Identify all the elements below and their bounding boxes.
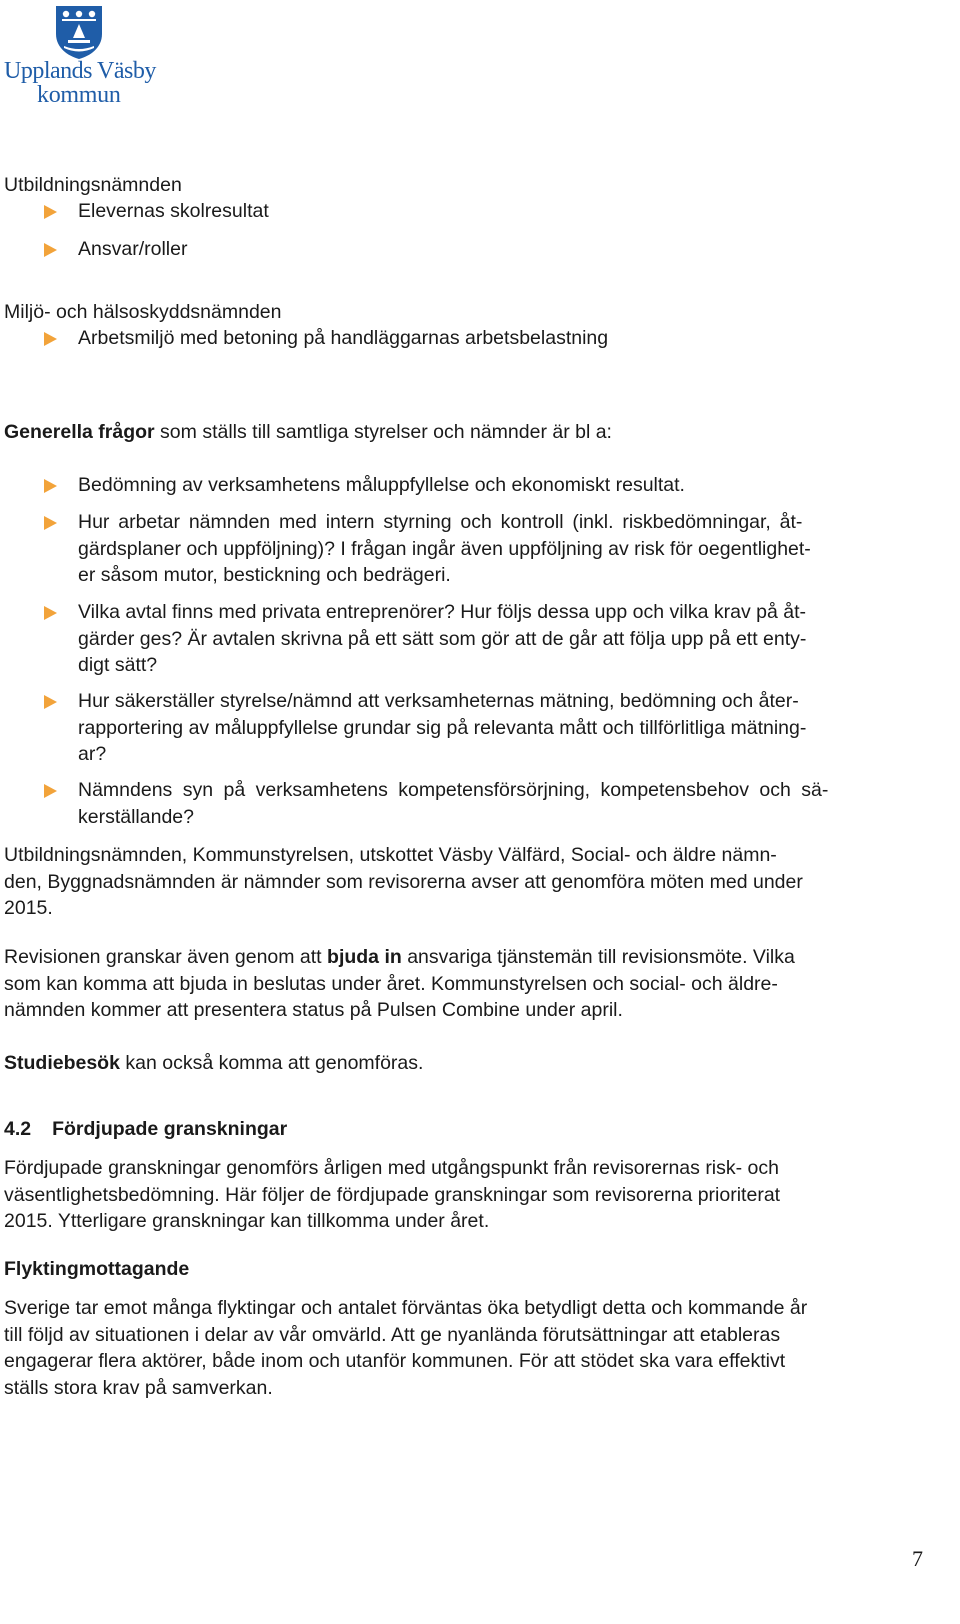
section-heading <box>4 1118 287 1141</box>
question-line: gärdsplaner och uppföljning)? I frågan ingår även uppföljning av risk för oegentlighet- <box>78 537 811 560</box>
paragraph-line: ställs stora krav på samverkan. <box>4 1376 273 1399</box>
bullet-arrow-icon <box>44 479 57 493</box>
bullet-arrow-icon <box>44 243 57 257</box>
question-line: er såsom mutor, bestickning och bedrägeri. <box>78 564 451 586</box>
invite-paragraph <box>4 944 795 1024</box>
question-item <box>78 472 960 499</box>
paragraph-line: Utbildningsnämnden, Kommunstyrelsen, utskottet Väsby Välfärd, Social- och äldre nämn- <box>4 844 777 866</box>
list-item: Arbetsmiljö med betoning på handläggarnas arbetsbelastning <box>78 327 609 349</box>
question-line: digt sätt? <box>78 654 158 676</box>
bullet-arrow-icon <box>44 695 57 709</box>
invite-text-bold: bjuda in <box>327 946 402 968</box>
paragraph-line <box>4 944 795 971</box>
question-line: kerställande? <box>78 805 194 828</box>
general-questions-text: som ställs till samtliga styrelser och nämnder är bl a: <box>154 421 612 443</box>
invite-text-pre: Revisionen granskar även genom att <box>4 946 328 968</box>
question-item <box>78 509 960 589</box>
paragraph-line: engagerar flera aktörer, både inom och utanför kommunen. För att stödet ska vara effektivt <box>4 1350 786 1372</box>
general-questions-bold: Generella frågor <box>4 421 155 443</box>
municipality-logo <box>4 2 154 106</box>
bullet-arrow-icon <box>44 332 57 346</box>
question-line: gärder ges? Är avtalen skrivna på ett sätt som gör att de går att följa upp på ett enty- <box>78 627 807 650</box>
question-line: Hur arbetar nämnden med intern styrning och kontroll (inkl. riskbedömningar, åt- <box>78 511 803 533</box>
paragraph-line: väsentlighetsbedömning. Här följer de fördjupade granskningar som revisorerna prioriterat <box>4 1183 781 1206</box>
paragraph-line: 2015. Ytterligare granskningar kan tillkomma under året. <box>4 1210 490 1232</box>
section-number: 4.2 <box>4 1118 32 1140</box>
meetings-paragraph <box>4 842 803 922</box>
bullet-arrow-icon <box>44 784 57 798</box>
question-line: rapportering av måluppfyllelse grundar sig på relevanta mått och tillförlitliga mätning- <box>78 716 807 739</box>
committee-title-environment: Miljö- och hälsoskyddsnämnden <box>4 301 282 323</box>
coat-of-arms-icon <box>54 4 104 60</box>
study-visit-text: kan också komma att genomföras. <box>119 1052 424 1074</box>
question-item <box>78 777 960 830</box>
question-line: ar? <box>78 743 107 765</box>
study-visit-bold: Studiebesök <box>4 1052 120 1074</box>
paragraph-line: Sverige tar emot många flyktingar och antalet förväntas öka betydligt detta och kommande år <box>4 1297 808 1319</box>
question-item <box>78 599 960 679</box>
bullet-arrow-icon <box>44 205 57 219</box>
question-line: Nämndens syn på verksamhetens kompetensförsörjning, kompetensbehov och sä- <box>78 779 829 801</box>
bullet-arrow-icon <box>44 516 57 530</box>
paragraph-line: 2015. <box>4 897 53 919</box>
committee-title-education: Utbildningsnämnden <box>4 174 182 196</box>
in-depth-paragraph <box>4 1155 780 1235</box>
logo-name-line2: kommun <box>37 82 121 108</box>
logo-name-line1: Upplands Väsby <box>4 58 156 84</box>
study-visit-paragraph <box>4 1050 423 1077</box>
question-line: Vilka avtal finns med privata entreprenörer? Hur följs dessa upp och vilka krav på åt- <box>78 601 807 623</box>
paragraph-line: Fördjupade granskningar genomförs årligen med utgångspunkt från revisorernas risk- och <box>4 1157 779 1179</box>
page-number: 7 <box>912 1546 923 1571</box>
invite-text-post: ansvariga tjänstemän till revisionsmöte. Vilka <box>401 946 795 968</box>
paragraph-line: till följd av situationen i delar av vår omvärld. Att ge nyanlända förutsättningar att etableras <box>4 1323 781 1346</box>
question-line: Bedömning av verksamhetens måluppfyllelse och ekonomiskt resultat. <box>78 474 685 496</box>
general-questions-intro <box>4 419 612 446</box>
question-line: Hur säkerställer styrelse/nämnd att verksamheternas mätning, bedömning och åter- <box>78 690 799 712</box>
paragraph-line: nämnden kommer att presentera status på Pulsen Combine under april. <box>4 999 623 1021</box>
subheading-refugee: Flyktingmottagande <box>4 1258 190 1280</box>
bullet-arrow-icon <box>44 606 57 620</box>
refugee-paragraph <box>4 1295 807 1401</box>
paragraph-line: som kan komma att bjuda in beslutas under året. Kommunstyrelsen och social- och äldre- <box>4 972 778 995</box>
paragraph-line: den, Byggnadsnämnden är nämnder som revisorerna avser att genomföra möten med under <box>4 870 803 893</box>
list-item: Elevernas skolresultat <box>78 200 269 222</box>
section-title: Fördjupade granskningar <box>52 1118 288 1140</box>
question-item <box>78 688 960 768</box>
list-item: Ansvar/roller <box>78 238 188 260</box>
